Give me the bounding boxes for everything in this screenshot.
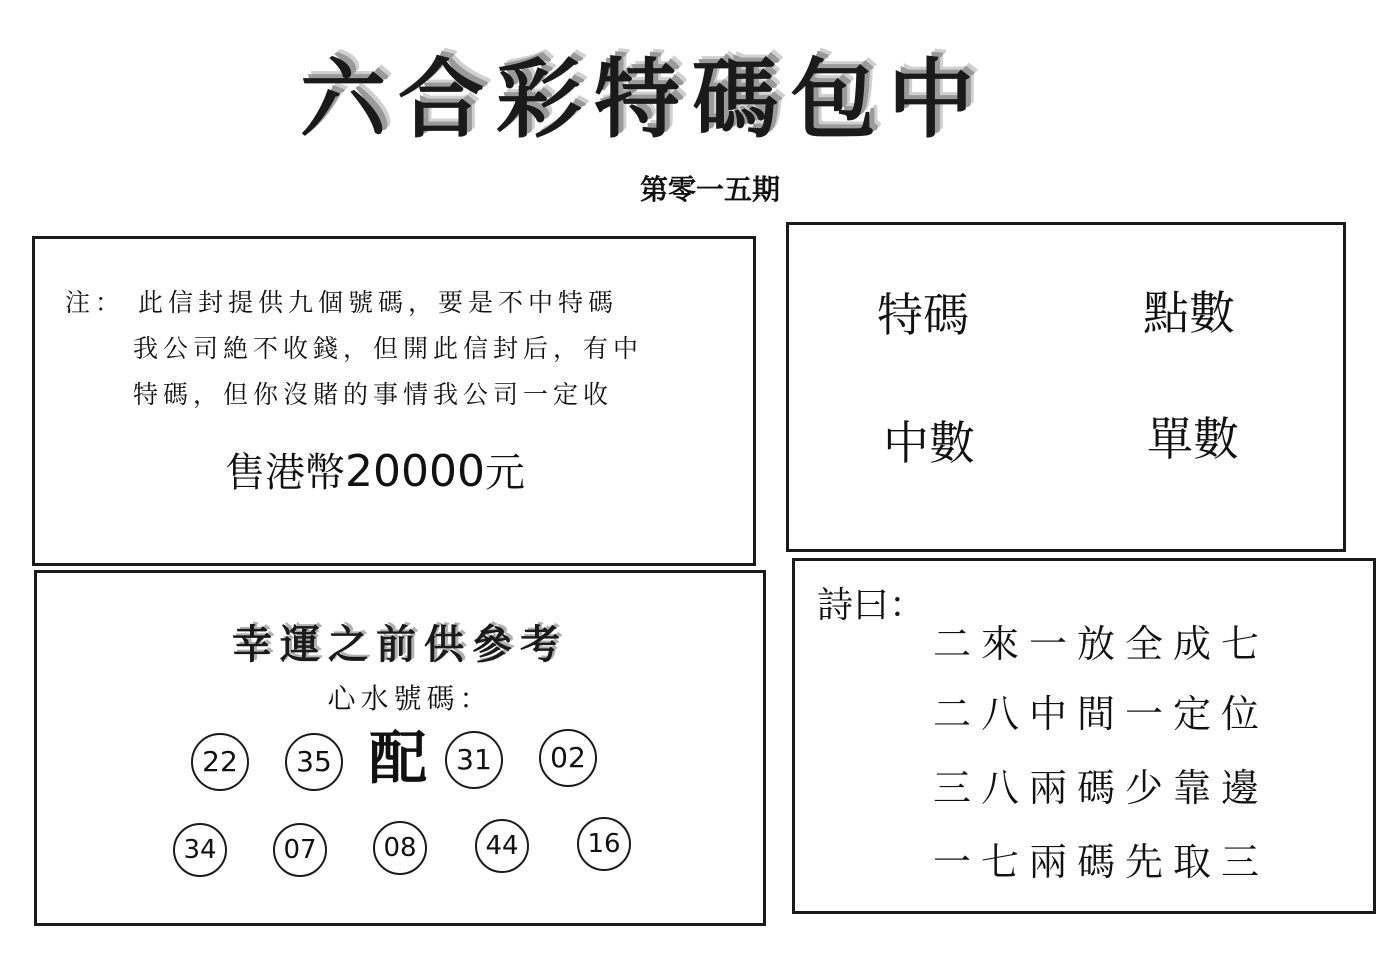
lucky-subtitle: 心水號碼：: [327, 682, 493, 715]
number-ball: 08: [373, 821, 427, 875]
number-ball: 16: [577, 817, 631, 871]
number-ball: 02: [539, 729, 597, 787]
notice-line-2: 我公司絶不收錢，但開此信封后，有中: [133, 334, 644, 363]
poem-heading: 詩曰：: [817, 585, 926, 626]
number-ball: 22: [191, 733, 249, 791]
price-unit: 元: [484, 450, 525, 496]
number-ball: 44: [475, 819, 529, 873]
price-text: [225, 445, 525, 500]
lucky-numbers-box: [34, 570, 766, 926]
poem-line-1: 二來一放全成七: [933, 622, 1270, 666]
stat-points: 點數: [1143, 286, 1235, 340]
notice-box: [32, 236, 756, 566]
issue-number: 第零一五期: [639, 173, 780, 206]
poem-box: [792, 558, 1376, 914]
notice-line-3: 特碼，但你沒賭的事情我公司一定收: [133, 380, 614, 409]
poem-line-4: 一七兩碼先取三: [933, 840, 1270, 884]
price-amount: 20000: [345, 446, 485, 497]
stat-special-code: 特碼: [877, 288, 969, 342]
stat-middle: 中數: [883, 416, 975, 470]
stats-box: [786, 222, 1346, 552]
number-ball: 31: [445, 731, 503, 789]
number-ball: 34: [173, 823, 227, 877]
pair-marker: 配: [369, 724, 428, 792]
number-ball: 07: [273, 823, 327, 877]
notice-line-1: 注： 此信封提供九個號碼，要是不中特碼: [65, 288, 618, 317]
poem-line-2: 二八中間一定位: [933, 692, 1270, 736]
poem-line-3: 三八兩碼少靠邊: [933, 766, 1270, 810]
stat-odd: 單數: [1147, 412, 1239, 466]
price-prefix: 售港幣: [225, 450, 345, 496]
number-ball: 35: [285, 733, 343, 791]
page-title: 六合彩特碼包中: [300, 49, 986, 150]
lucky-title: 幸運之前供參考: [232, 621, 568, 668]
